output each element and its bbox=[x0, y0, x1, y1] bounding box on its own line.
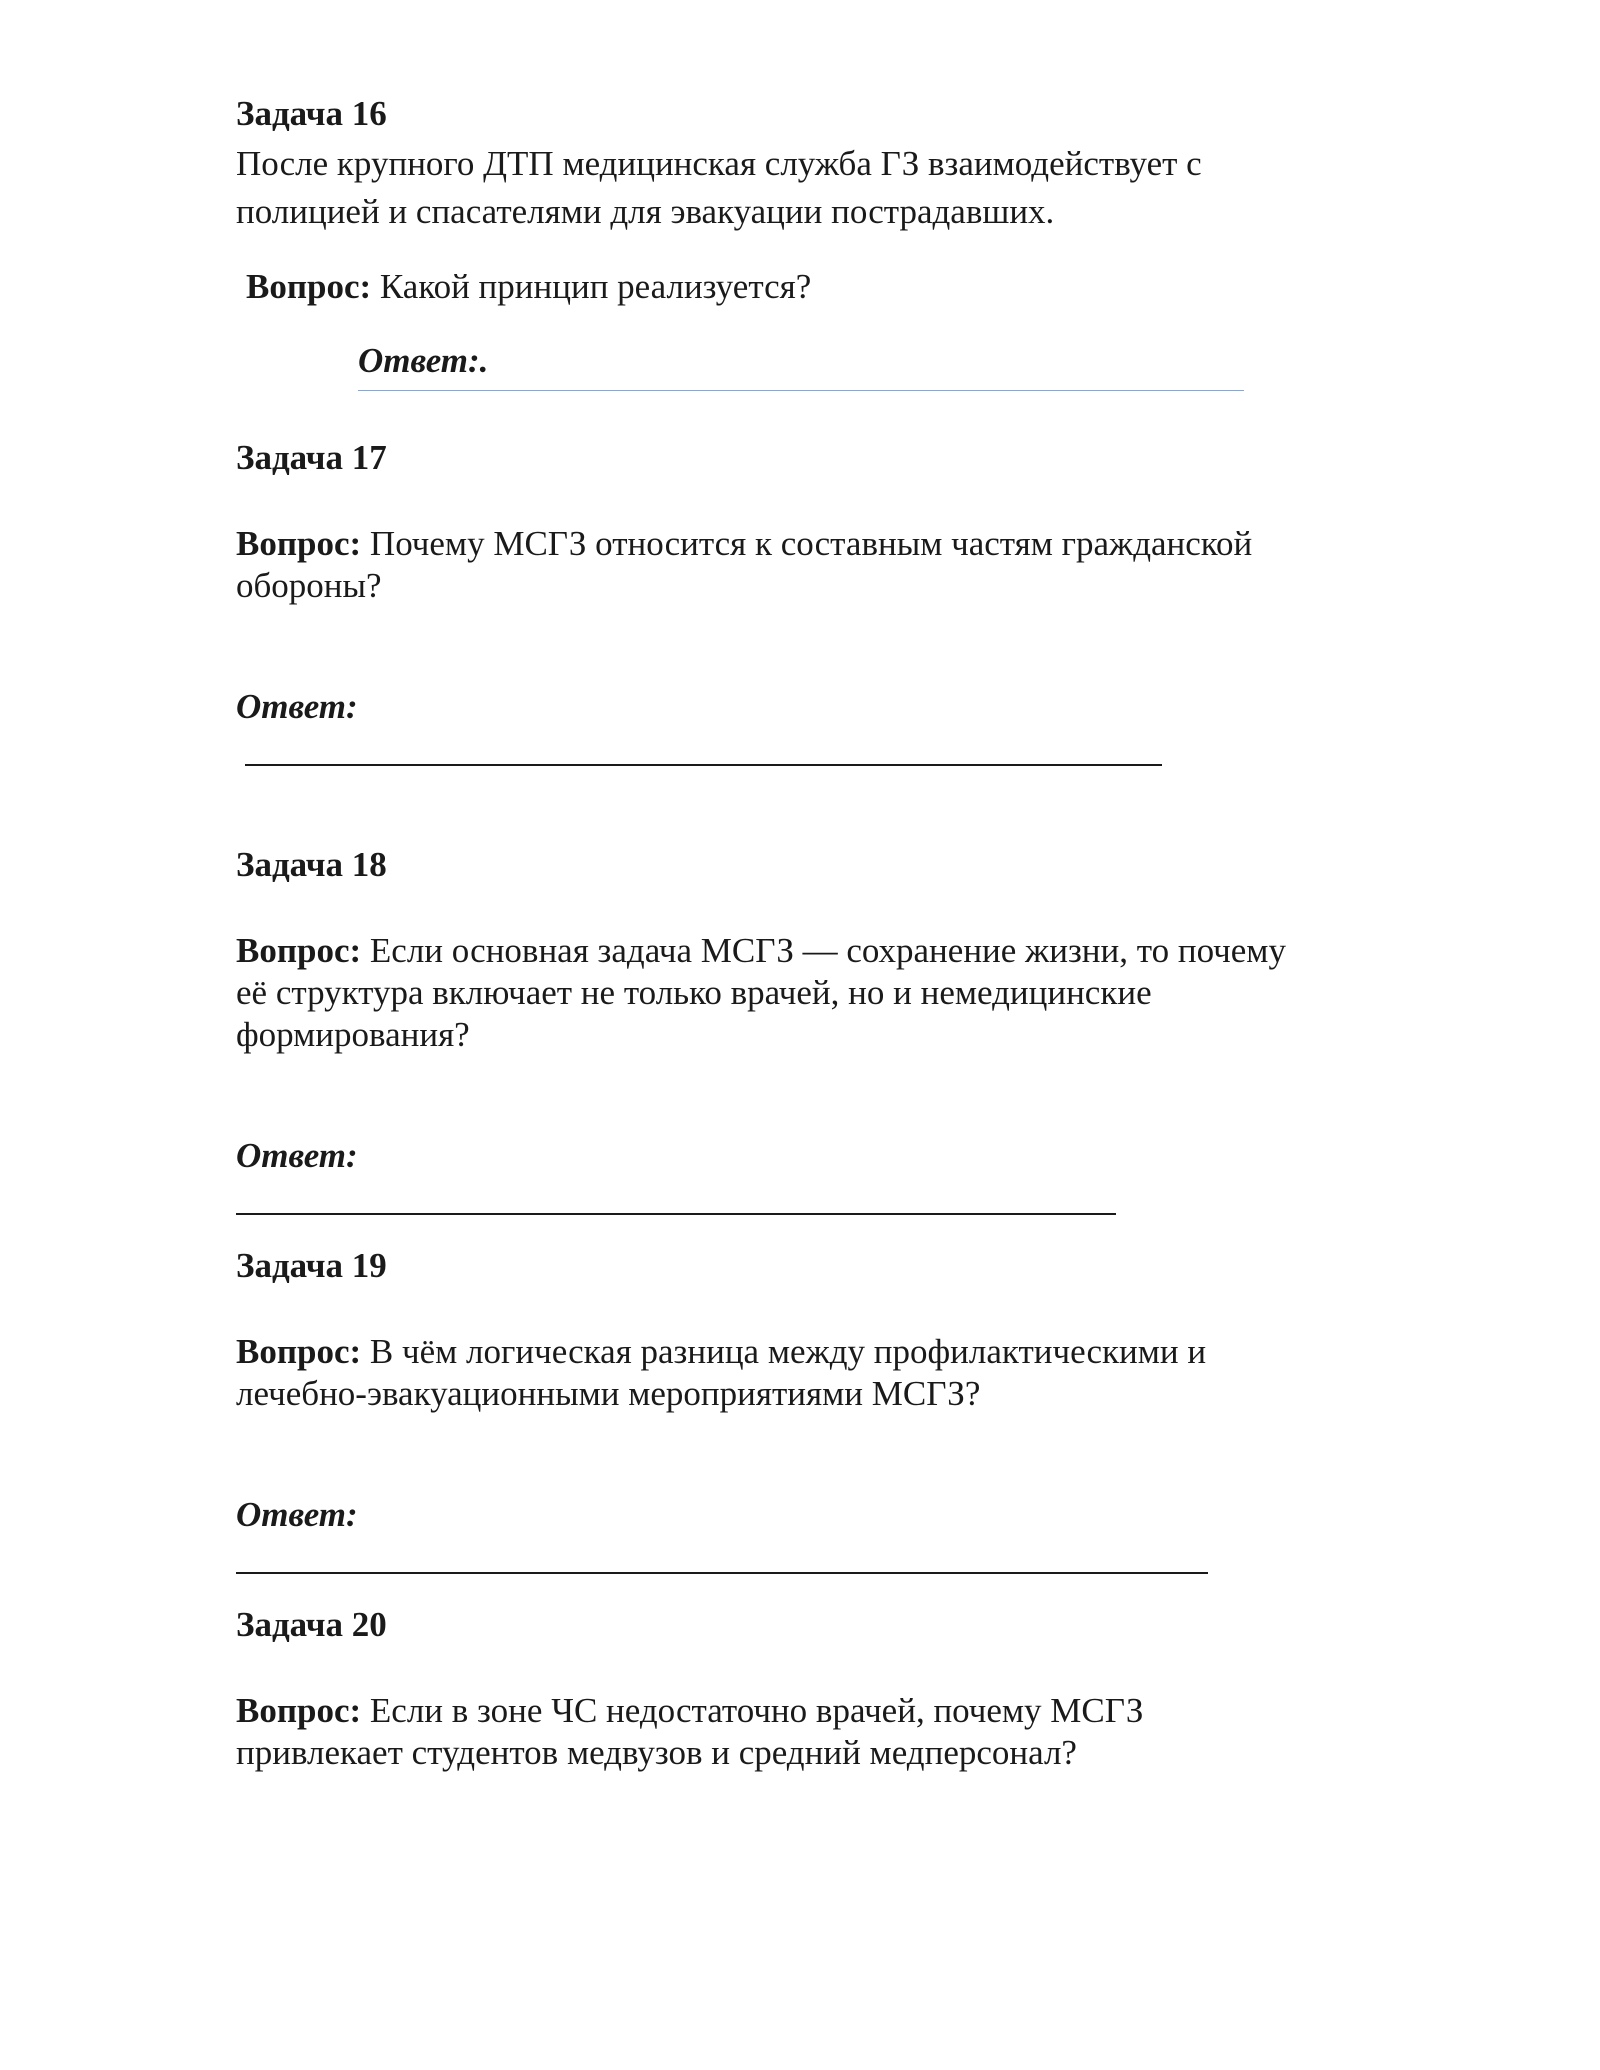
task-19-answer-label: Ответ: bbox=[236, 1495, 358, 1534]
task-19-question-label: Вопрос: bbox=[236, 1332, 362, 1371]
task-20-question-label: Вопрос: bbox=[236, 1691, 362, 1730]
task-19-question-text-1: В чём логическая разница между профилактическими и bbox=[369, 1332, 1207, 1371]
task-16-answer-label: Ответ:. bbox=[358, 341, 489, 380]
task-19-question-line-2: лечебно-эвакуационными мероприятиями МСГЗ? bbox=[236, 1374, 981, 1413]
task-16-intro-line-1: После крупного ДТП медицинская служба ГЗ взаимодействует с bbox=[236, 144, 1202, 183]
task-18-question-line-2: её структура включает не только врачей, но и немедицинские bbox=[236, 973, 1152, 1012]
task-17-question-label: Вопрос: bbox=[236, 524, 362, 563]
task-16-answer-line[interactable] bbox=[358, 390, 1244, 391]
task-16-intro-line-2: полицией и спасателями для эвакуации пострадавших. bbox=[236, 192, 1055, 231]
task-18-question-line-1 bbox=[236, 933, 1286, 968]
task-19-heading: Задача 19 bbox=[236, 1246, 387, 1285]
task-17-question-text-1: Почему МСГЗ относится к составным частям гражданской bbox=[369, 524, 1253, 563]
task-17-answer-line[interactable] bbox=[245, 764, 1162, 766]
task-19-question-line-1 bbox=[236, 1334, 1206, 1369]
task-18-question-text-1: Если основная задача МСГЗ — сохранение жизни, то почему bbox=[369, 931, 1286, 970]
task-16-question-text: Какой принцип реализуется? bbox=[379, 267, 812, 306]
task-20-question-line-2: привлекает студентов медвузов и средний медперсонал? bbox=[236, 1733, 1077, 1772]
task-19-answer-line[interactable] bbox=[236, 1572, 1208, 1574]
task-20-heading: Задача 20 bbox=[236, 1605, 387, 1644]
task-20-question-text-1: Если в зоне ЧС недостаточно врачей, почему МСГЗ bbox=[369, 1691, 1144, 1730]
task-17-question-line-2: обороны? bbox=[236, 566, 382, 605]
task-16-question-label: Вопрос: bbox=[246, 267, 372, 306]
task-18-answer-label: Ответ: bbox=[236, 1136, 358, 1175]
task-18-heading: Задача 18 bbox=[236, 845, 387, 884]
task-18-answer-line[interactable] bbox=[236, 1213, 1116, 1215]
task-20-question-line-1 bbox=[236, 1693, 1143, 1728]
task-18-question-label: Вопрос: bbox=[236, 931, 362, 970]
task-16-heading: Задача 16 bbox=[236, 94, 387, 133]
task-17-question-line-1 bbox=[236, 526, 1252, 561]
task-17-heading: Задача 17 bbox=[236, 438, 387, 477]
task-18-question-line-3: формирования? bbox=[236, 1015, 470, 1054]
task-17-answer-label: Ответ: bbox=[236, 687, 358, 726]
task-16-question bbox=[246, 269, 811, 304]
